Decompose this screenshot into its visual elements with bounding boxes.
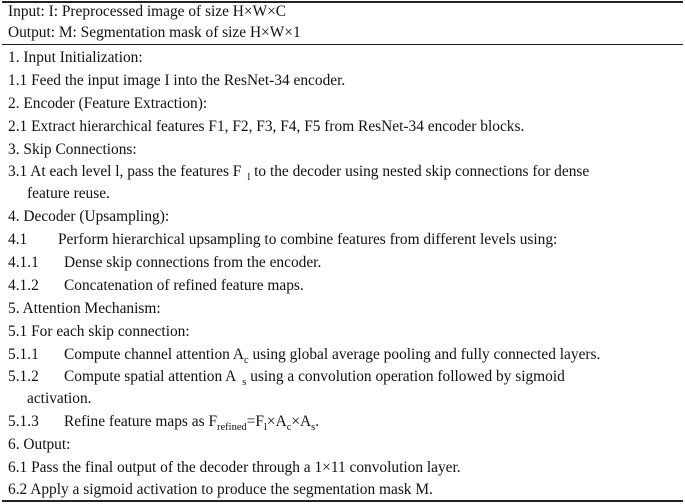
step-5-1-3-subscript-refined: refined bbox=[217, 422, 247, 433]
step-5-1-2-text-b: using a convolution operation followed by sigmoid bbox=[246, 368, 565, 385]
step-4-1-2-text: Concatenation of refined feature maps. bbox=[64, 277, 304, 294]
step-6-title: 6. Output: bbox=[8, 436, 71, 453]
step-5-1-2-subscript: s bbox=[242, 377, 247, 388]
step-5-1-3-subscript-c: c bbox=[286, 422, 292, 433]
step-5-1-1-subscript: c bbox=[243, 355, 249, 366]
step-5-1-3-text-e: . bbox=[315, 413, 320, 430]
step-5-1-3-subscript-l: l bbox=[263, 422, 267, 433]
step-4-1-2-number: 4.1.2 bbox=[8, 277, 39, 294]
step-5-title: 5. Attention Mechanism: bbox=[8, 300, 161, 317]
step-6-2: 6.2 Apply a sigmoid activation to produce the segmentation mask M. bbox=[8, 481, 433, 498]
step-4-1-1-number: 4.1.1 bbox=[8, 254, 39, 271]
step-4-1-number: 4.1 bbox=[8, 231, 28, 248]
step-5-1-3-subscript-s: s bbox=[311, 422, 316, 433]
step-3-1 bbox=[8, 162, 679, 184]
step-3-1-subscript: l bbox=[247, 172, 251, 183]
step-5-1-1-number: 5.1.1 bbox=[8, 346, 39, 363]
header-rule bbox=[2, 44, 683, 45]
step-5-1-1 bbox=[8, 345, 679, 367]
step-2-title: 2. Encoder (Feature Extraction): bbox=[8, 95, 208, 112]
step-4-1-2 bbox=[8, 276, 679, 296]
step-2-1: 2.1 Extract hierarchical features F1, F2, F3, F4, F5 from ResNet-34 encoder blocks. bbox=[8, 118, 525, 135]
step-5-1-2-text-a: Compute spatial attention A bbox=[64, 368, 237, 385]
step-5-1: 5.1 For each skip connection: bbox=[8, 323, 190, 340]
step-5-1-3-text-b: =F bbox=[246, 413, 264, 430]
step-4-1-1-text: Dense skip connections from the encoder. bbox=[64, 254, 322, 271]
step-5-1-3-text-a: Refine feature maps as F bbox=[64, 413, 217, 430]
step-6-1: 6.1 Pass the final output of the decoder through a 1×11 convolution layer. bbox=[8, 459, 461, 476]
input-line: Input: I: Preprocessed image of size H×W×C bbox=[8, 3, 287, 20]
bottom-rule bbox=[2, 500, 683, 502]
step-5-1-1-text-a: Compute channel attention A bbox=[64, 346, 244, 363]
step-5-1-3 bbox=[8, 412, 679, 434]
step-5-1-1-text-b: using global average pooling and fully connected layers. bbox=[248, 346, 601, 363]
step-1-1: 1.1 Feed the input image I into the ResNet-34 encoder. bbox=[8, 72, 346, 89]
step-5-1-2 bbox=[8, 367, 679, 389]
step-3-1-text-a: 3.1 At each level l, pass the features F bbox=[8, 163, 242, 180]
step-5-1-2-continuation: activation. bbox=[27, 390, 92, 407]
step-4-1 bbox=[8, 230, 679, 250]
step-5-1-3-text-d: ×A bbox=[291, 413, 312, 430]
step-5-1-3-text-c: ×A bbox=[266, 413, 287, 430]
output-line: Output: M: Segmentation mask of size H×W×1 bbox=[8, 24, 301, 41]
step-5-1-2-number: 5.1.2 bbox=[8, 368, 39, 385]
step-4-1-text: Perform hierarchical upsampling to combine features from different levels using: bbox=[58, 231, 558, 248]
step-4-title: 4. Decoder (Upsampling): bbox=[8, 208, 170, 225]
step-3-1-continuation: feature reuse. bbox=[27, 185, 110, 202]
step-5-1-3-number: 5.1.3 bbox=[8, 413, 39, 430]
step-4-1-1 bbox=[8, 253, 679, 273]
step-3-title: 3. Skip Connections: bbox=[8, 141, 137, 158]
step-1-title: 1. Input Initialization: bbox=[8, 49, 143, 66]
step-3-1-text-b: to the decoder using nested skip connections for dense bbox=[250, 163, 590, 180]
